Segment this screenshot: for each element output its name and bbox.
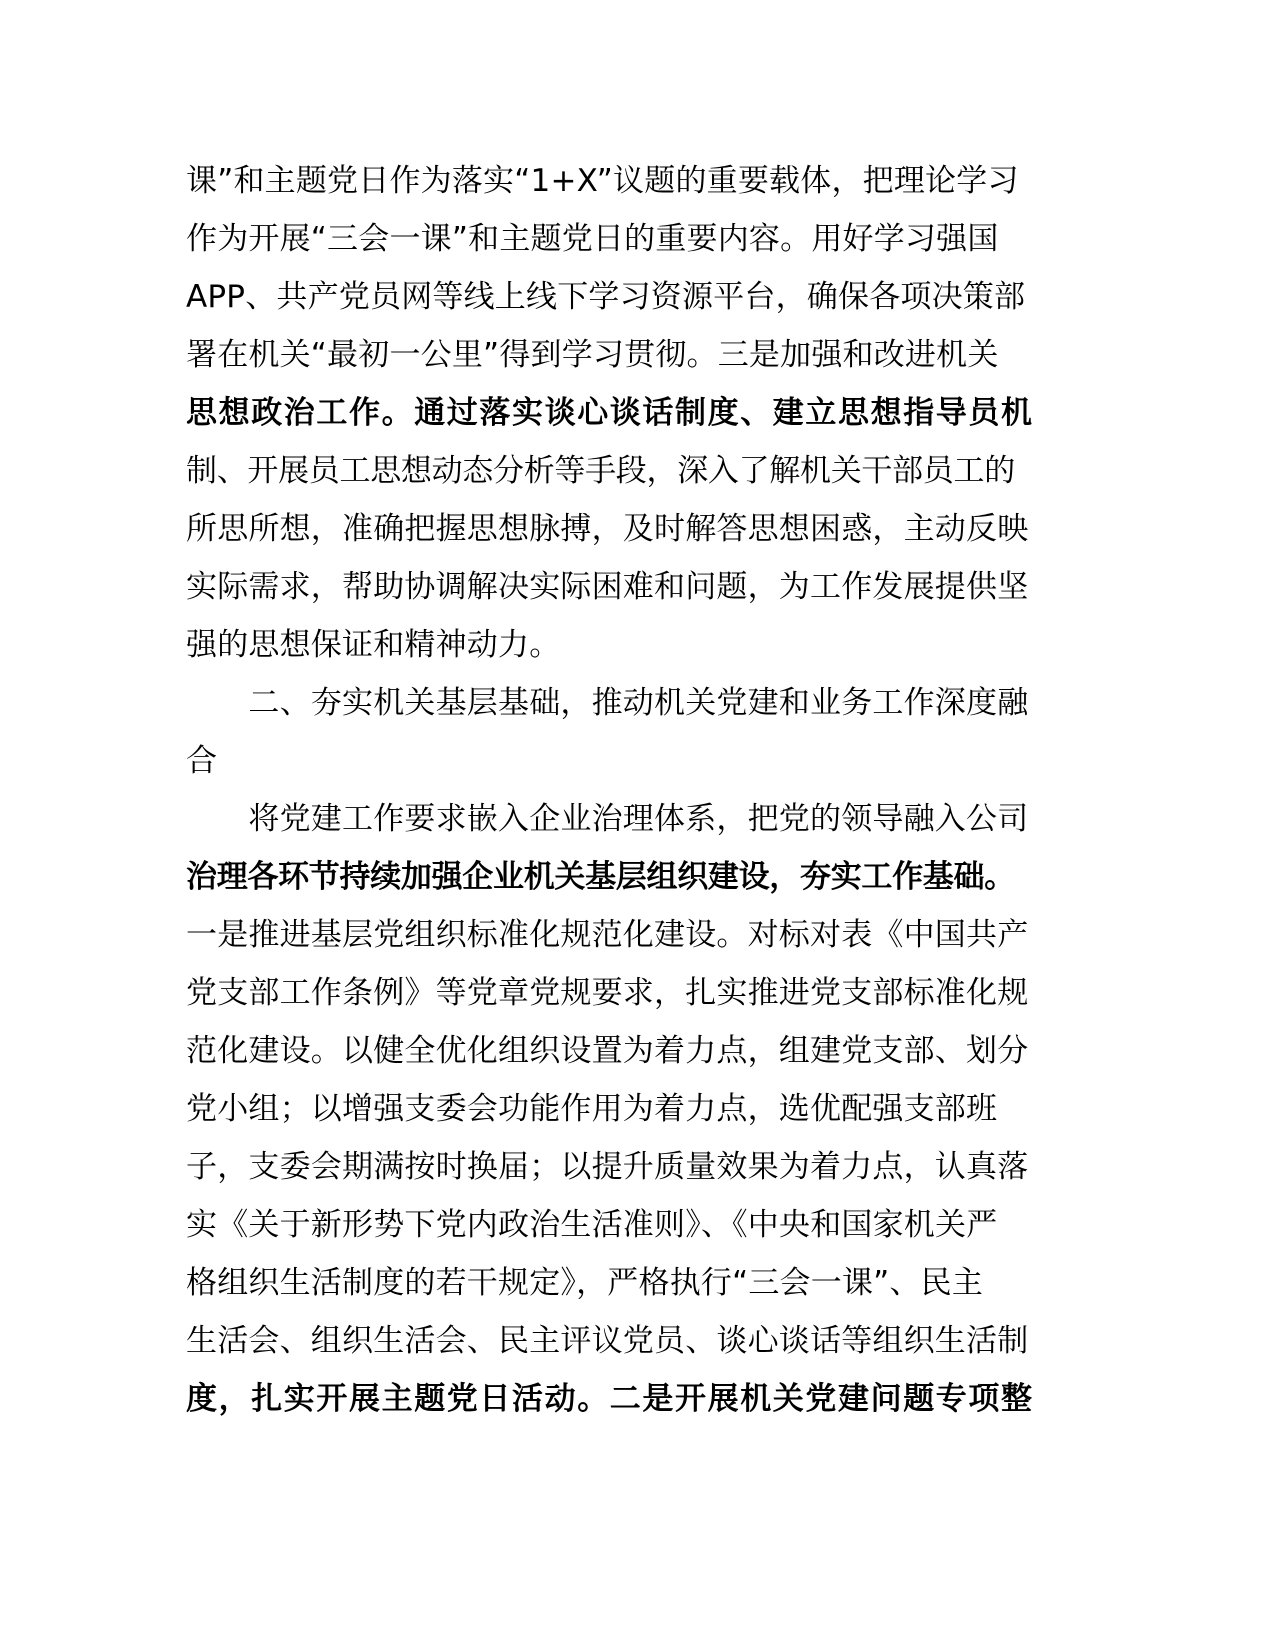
text-line: 课”和主题党日作为落实“1+X”议题的重要载体，把理论学习 [186,163,1019,199]
document-body [186,152,1086,1428]
text-line: APP、共产党员网等线上线下学习资源平台，确保各项决策部 [186,279,1026,315]
text-line: 思想政治工作。通过落实谈心谈话制度、建立思想指导员机 [186,395,1034,431]
text-line: 强的思想保证和精神动力。 [186,627,561,663]
text-line: 一是推进基层党组织标准化规范化建设。对标对表《中国共产 [186,917,1029,953]
text-line: 格组织生活制度的若干规定》，严格执行“三会一课”、民主 [186,1265,984,1301]
text-line: 将党建工作要求嵌入企业治理体系，把党的领导融入公司 [186,801,1029,837]
text-line: 范化建设。以健全优化组织设置为着力点，组建党支部、划分 [186,1033,1029,1069]
section-heading-continued: 合 [186,743,218,779]
text-line: 生活会、组织生活会、民主评议党员、谈心谈话等组织生活制 [186,1323,1029,1359]
text-line: 实际需求，帮助协调解决实际困难和问题，为工作发展提供坚 [186,569,1029,605]
text-line: 所思所想，准确把握思想脉搏，及时解答思想困惑，主动反映 [186,511,1029,547]
section-heading: 二、夯实机关基层基础，推动机关党建和业务工作深度融 [186,685,1029,721]
text-line: 党支部工作条例》等党章党规要求，扎实推进党支部标准化规 [186,975,1029,1011]
text-line: 实《关于新形势下党内政治生活准则》、《中央和国家机关严 [186,1207,998,1243]
text-line: 党小组；以增强支委会功能作用为着力点，选优配强支部班 [186,1091,998,1127]
text-line: 治理各环节持续加强企业机关基层组织建设，夯实工作基础。 [186,859,1015,895]
text-line: 度，扎实开展主题党日活动。二是开展机关党建问题专项整 [186,1381,1034,1417]
text-line: 制、开展员工思想动态分析等手段，深入了解机关干部员工的 [186,453,1015,489]
text-line: 作为开展“三会一课”和主题党日的重要内容。用好学习强国 [186,221,999,257]
text-line: 署在机关“最初一公里”得到学习贯彻。三是加强和改进机关 [186,337,999,373]
text-line: 子，支委会期满按时换届；以提升质量效果为着力点，认真落 [186,1149,1029,1185]
